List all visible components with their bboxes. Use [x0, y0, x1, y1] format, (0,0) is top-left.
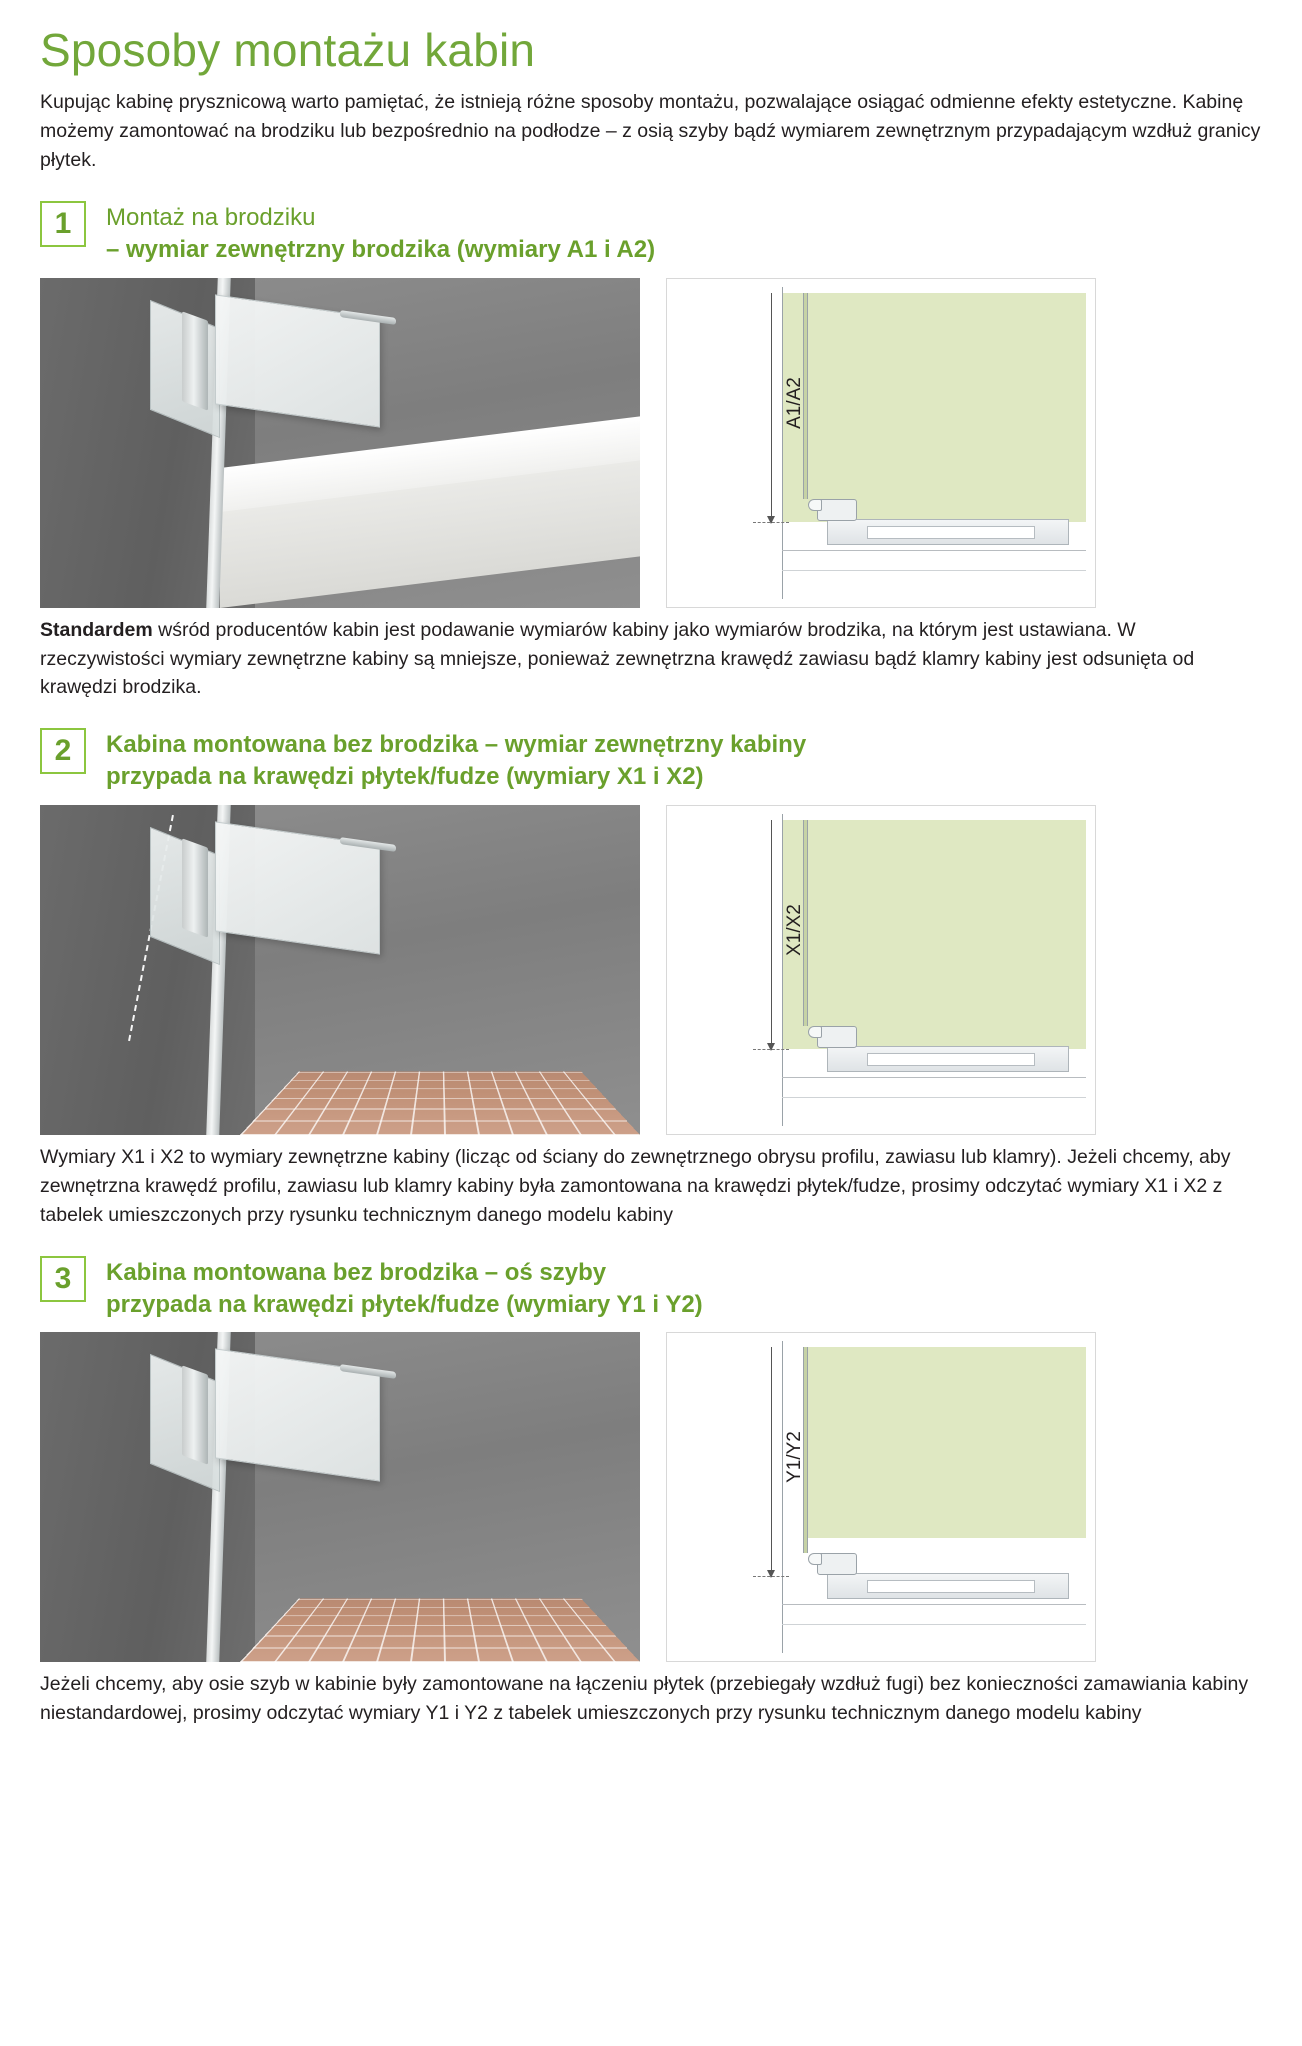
diagram-hinge [817, 499, 857, 521]
diagram-dimension-arrow [771, 293, 772, 523]
section-1-title-line2: – wymiar zewnętrzny brodzika (wymiary A1 i A2) [106, 235, 656, 263]
section-2-number: 2 [40, 728, 86, 774]
diagram-green-area [782, 820, 1086, 1049]
section-3-title-line1: Kabina montowana bez brodzika – oś szyby [106, 1258, 607, 1286]
diagram-dimension-arrow [771, 820, 772, 1050]
section-1-heading [40, 201, 1262, 266]
diagram-wall-line [782, 814, 783, 1126]
diagram-label-wrap [707, 1353, 805, 1561]
diagram-floor-line-2 [782, 1624, 1086, 1625]
section-3-title-line2: przypada na krawędzi płytek/fudze (wymiary Y1 i Y2) [106, 1290, 703, 1318]
diagram-label-wrap [707, 299, 805, 507]
diagram-profile-inner [867, 1053, 1035, 1066]
section-2-body: Wymiary X1 i X2 to wymiary zewnętrzne kabiny (licząc od ściany do zewnętrznego obrysu profilu, zawiasu lub klamry). Jeżeli chcemy, aby zewnętrzna krawędź profilu, zawiasu lub klamry kabiny była zamontowana na krawędzi płytek/fudze, prosimy odczytać wymiary X1 i X2 z tabelek umieszczonych przy rysunku technicznym danego modelu kabiny [40, 1146, 1231, 1226]
section-1-body-text: wśród producentów kabin jest podawanie wymiarów kabiny jako wymiarów brodzika, na którym jest ustawiana. W rzeczywistości wymiary zewnętrzne kabiny są mniejsze, ponieważ zewnętrzna krawędź zawiasu bądź klamry kabiny jest odsunięta od krawędzi brodzika. [40, 618, 1195, 699]
section-1-body-bold: Standardem [40, 618, 153, 641]
section-3-title [106, 1256, 703, 1321]
diagram-dimension-arrow [771, 1347, 772, 1577]
section-1-title-line1: Montaż na brodziku [106, 203, 316, 231]
diagram-hinge [817, 1026, 857, 1048]
diagram-wall-line [782, 1341, 783, 1653]
diagram-dimension-extension-line [753, 1049, 789, 1050]
photo-hinge [182, 311, 208, 410]
section-1-diagram [666, 278, 1096, 608]
section-3-heading [40, 1256, 1262, 1321]
diagram-dimension-extension-line [753, 522, 789, 523]
photo-hinge [182, 838, 208, 937]
diagram-dimension-label: X1/X2 [783, 904, 805, 956]
diagram-green-area [803, 1347, 1086, 1538]
diagram-dimension-label: Y1/Y2 [783, 1431, 805, 1484]
section-2-title-line2: przypada na krawędzi płytek/fudze (wymiary X1 i X2) [106, 763, 704, 791]
section-2-title-line1: Kabina montowana bez brodzika – wymiar zewnętrzny kabiny [106, 731, 807, 759]
photo-hinge [182, 1366, 208, 1465]
diagram-dimension-label: A1/A2 [783, 376, 805, 429]
section-3-number: 3 [40, 1256, 86, 1302]
diagram-profile-inner [867, 1580, 1035, 1593]
page-title: Sposoby montażu kabin [40, 24, 536, 76]
diagram-floor-line [782, 1077, 1086, 1078]
diagram-floor-line [782, 550, 1086, 551]
diagram-hinge-nub [808, 1026, 822, 1038]
section-1-figures [40, 278, 1262, 608]
section-3-body: Jeżeli chcemy, aby osie szyb w kabinie były zamontowane na łączeniu płytek (przebiegały wzdłuż fugi) bez konieczności zamawiania kabiny niestandardowej, prosimy odczytać wymiary Y1 i Y2 z tabelek umieszczonych przy rysunku technicznym danego modelu kabiny [40, 1673, 1249, 1725]
photo-floor-tiles [240, 1599, 640, 1662]
section-3-figures [40, 1332, 1262, 1662]
section-2-diagram [666, 805, 1096, 1135]
diagram-label-wrap [707, 826, 805, 1034]
section-1-number: 1 [40, 201, 86, 247]
diagram-wall-line [782, 287, 783, 599]
section-2-title [106, 728, 806, 793]
diagram-hinge [817, 1553, 857, 1575]
section-1-title [106, 201, 655, 266]
section-1-photo [40, 278, 640, 608]
section-2-heading [40, 728, 1262, 793]
diagram-floor-line [782, 1604, 1086, 1605]
diagram-floor-line-2 [782, 1097, 1086, 1098]
section-2-figures [40, 805, 1262, 1135]
section-2-photo [40, 805, 640, 1135]
photo-floor-tiles [240, 1072, 640, 1135]
diagram-floor-line-2 [782, 570, 1086, 571]
diagram-profile-inner [867, 526, 1035, 539]
section-3-diagram [666, 1332, 1096, 1662]
diagram-dimension-extension-line [753, 1576, 789, 1577]
section-1-body [40, 616, 1262, 703]
intro-paragraph: Kupując kabinę prysznicową warto pamiętać, że istnieją różne sposoby montażu, pozwalające osiągać odmienne efekty estetyczne. Kabinę możemy zamontować na brodziku lub bezpośrednio na podłodze – z osią szyby bądź wymiarem zewnętrznym przypadającym wzdłuż granicy płytek. [40, 91, 1261, 172]
diagram-green-area [782, 293, 1086, 522]
diagram-hinge-nub [808, 499, 822, 511]
section-3-photo [40, 1332, 640, 1662]
diagram-hinge-nub [808, 1553, 822, 1565]
